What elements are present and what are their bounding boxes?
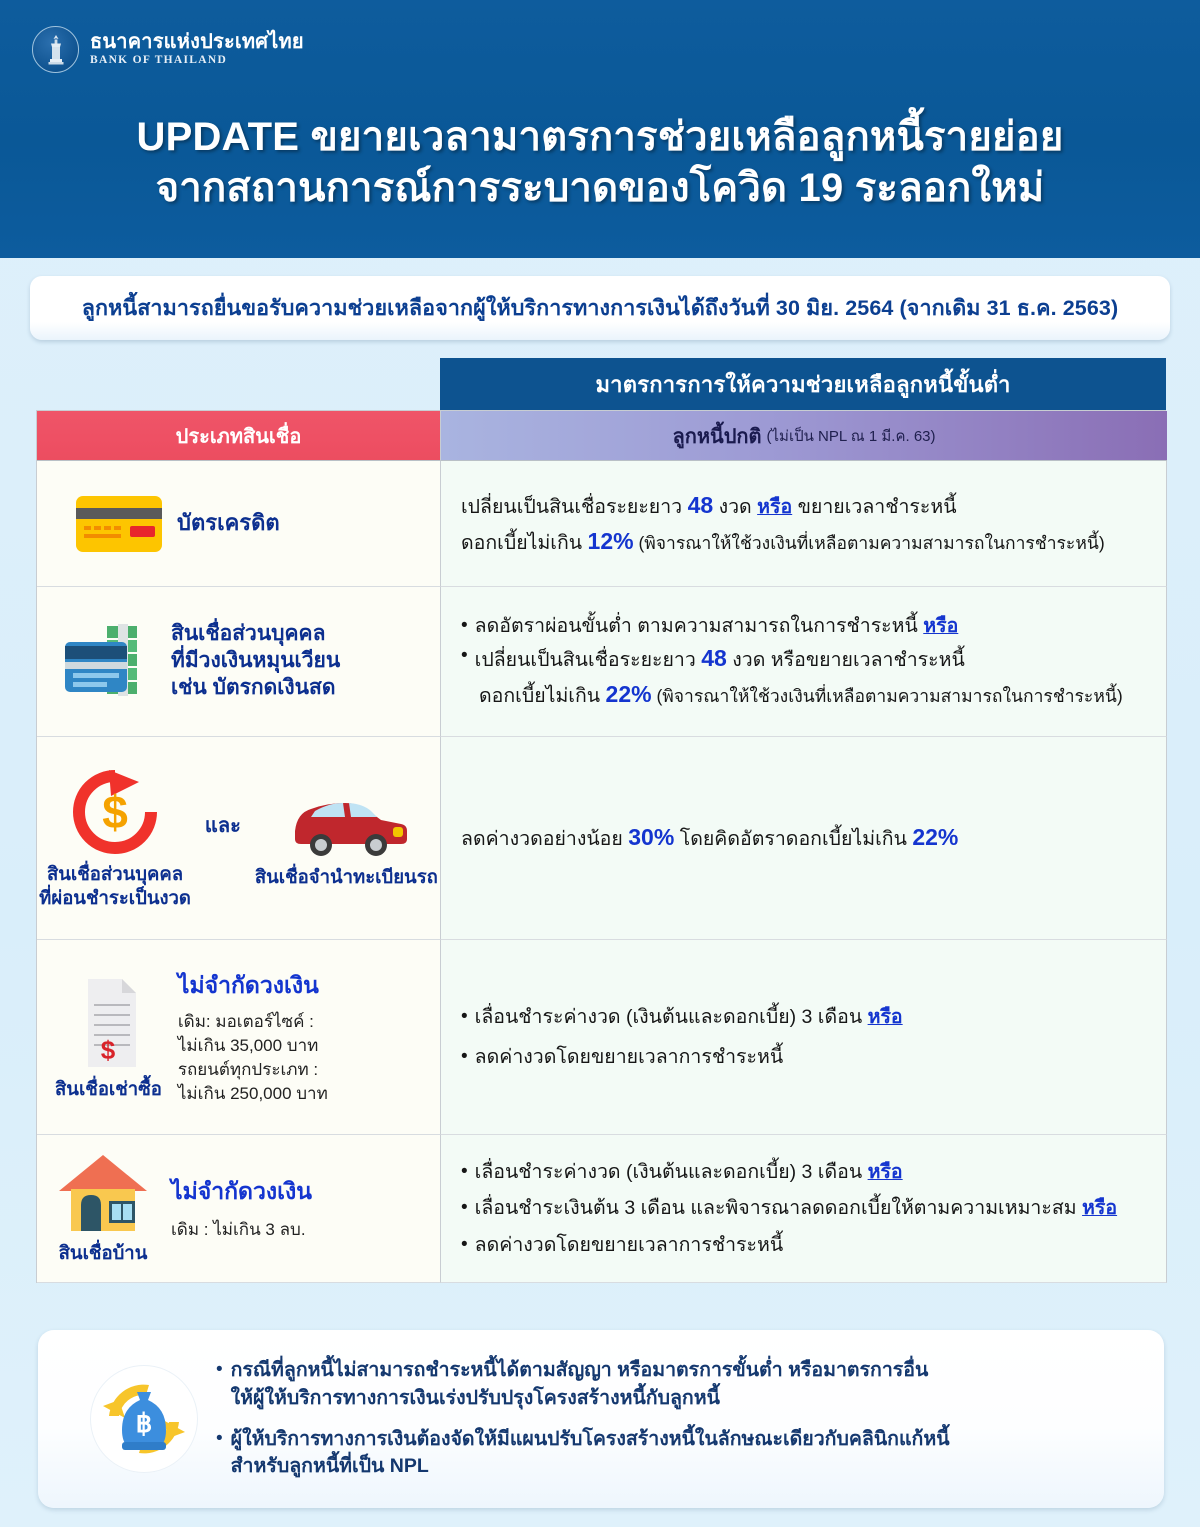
limit-note-line: ไม่เกิน 250,000 บาท (177, 1084, 328, 1104)
subitem-home-loan (55, 1151, 151, 1265)
limit-note-line: รถยนต์ทุกประเภท : (177, 1060, 319, 1079)
subitem-installment-loan (39, 766, 191, 910)
svg-text:$: $ (102, 785, 128, 838)
measure-line (461, 820, 1152, 856)
bot-logo (32, 26, 304, 73)
limit-note-line: ไม่เกิน 35,000 บาท (177, 1035, 319, 1055)
measure-line (461, 1042, 1152, 1072)
text: ลดอัตราผ่อนขั้นต่ำ ตามความสามารถในการชำระหนี้ (474, 614, 924, 637)
text: โดยคิดอัตราดอกเบี้ยไม่เกิน (674, 828, 913, 851)
text: ลดค่างวดโดยขยายเวลาการชำระหนี้ (474, 1233, 784, 1256)
table-row (37, 940, 441, 1135)
caption-line-2: ที่ผ่อนชำระเป็นงวด (39, 887, 191, 908)
bullet-icon: • (216, 1359, 223, 1381)
limit-headline: ไม่จำกัดวงเงิน (177, 971, 319, 998)
list-item (216, 1357, 950, 1412)
caption-hire-purchase: สินเชื่อเช่าซื้อ (55, 1077, 162, 1099)
caption-home-loan: สินเชื่อบ้าน (58, 1242, 148, 1264)
house-icon (55, 1151, 151, 1237)
right-super-header (440, 358, 1166, 410)
subtitle-text: ลูกหนี้สามารถยื่นขอรับความช่วยเหลือจากผู้ให้บริการทางการเงินได้ถึงวันที่ 30 มิย. 2564 (จากเดิม 31 ธ.ค. 2563) (81, 296, 1119, 320)
text: ดอกเบี้ยไม่เกิน (479, 684, 606, 707)
footer-text-line: ให้ผู้ให้บริการทางการเงินเร่งปรับปรุงโครงสร้างหนี้กับลูกหนี้ (230, 1386, 720, 1409)
text: เลื่อนชำระค่างวด (เงินต้นและดอกเบี้ย) 3 เดือน (474, 1161, 868, 1184)
money-bag-refresh-icon (90, 1365, 198, 1473)
text: ลดค่างวดโดยขยายเวลาการชำระหนี้ (474, 1046, 784, 1068)
measure-cell (441, 940, 1167, 1135)
measure-cell (441, 737, 1167, 940)
measure-line (461, 524, 1152, 560)
title-line-1: UPDATE ขยายเวลามาตรการช่วยเหลือลูกหนี้รายย่อย (136, 115, 1064, 159)
svg-text:$: $ (101, 1034, 116, 1065)
text: ขยายเวลาชำระหนี้ (792, 495, 957, 518)
measure-line (461, 1193, 1152, 1223)
limit-note-line: เดิม: มอเตอร์ไซค์ : (177, 1011, 314, 1031)
bullet-icon: • (461, 614, 468, 636)
row-label-line-2: ที่มีวงเงินหมุนเวียน (171, 649, 341, 673)
or-keyword: หรือ (1082, 1197, 1118, 1220)
measure-cell (441, 461, 1167, 587)
page-title (0, 112, 1200, 214)
normal-debtor-label: ลูกหนี้ปกติ (672, 425, 762, 448)
footer-bullet-list (216, 1357, 950, 1481)
value-highlight: 48 (701, 644, 727, 671)
text: เปลี่ยนเป็นสินเชื่อระยะยาว (474, 648, 702, 671)
text: เลื่อนชำระค่างวด (เงินต้นและดอกเบี้ย) 3 เดือน (474, 1005, 868, 1028)
footer-text-line: ผู้ให้บริการทางการเงินต้องจัดให้มีแผนปรับโครงสร้างหนี้ในลักษณะเดียวกับคลินิกแก้หนี้ (230, 1427, 950, 1450)
caption-line-1: สินเชื่อส่วนบุคคล (46, 862, 184, 884)
measure-line (461, 641, 1152, 677)
bullet-icon: • (461, 1005, 468, 1027)
money-bag-refresh-glyph (101, 1376, 187, 1462)
or-keyword: หรือ (867, 1005, 903, 1028)
bullet-icon: • (461, 1197, 468, 1219)
conjunction-label: และ (204, 815, 241, 837)
bullet-icon: • (461, 1046, 468, 1067)
or-keyword: หรือ (757, 495, 793, 518)
table-row (37, 1135, 441, 1283)
dollar-refresh-icon (69, 766, 161, 858)
text: ดอกเบี้ยไม่เกิน (461, 531, 588, 554)
measure-line (461, 611, 1152, 641)
measure-line (461, 1157, 1152, 1187)
text: ลดค่างวดอย่างน้อย (461, 828, 629, 851)
text: เปลี่ยนเป็นสินเชื่อระยะยาว (461, 495, 688, 518)
table-grid (36, 410, 1166, 1283)
normal-debtor-note: (ไม่เป็น NPL ณ 1 มี.ค. 63) (766, 427, 936, 445)
bullet-icon: • (461, 644, 468, 666)
bullet-icon: • (216, 1427, 223, 1449)
note-text: (พิจารณาให้ใช้วงเงินที่เหลือตามความสามารถในการชำระหนี้) (651, 685, 1123, 706)
red-car-icon (281, 787, 411, 861)
measure-cell (441, 1135, 1167, 1283)
footer-note-card (38, 1330, 1164, 1508)
table-row (37, 737, 441, 940)
measure-cell (441, 587, 1167, 737)
table-row (37, 461, 441, 587)
list-item (216, 1426, 950, 1481)
limit-headline: ไม่จำกัดวงเงิน (171, 1178, 312, 1205)
subitem-hire-purchase (55, 973, 162, 1101)
limit-note-line: เดิม : ไม่เกิน 3 ลบ. (171, 1220, 306, 1240)
text: งวด (726, 648, 771, 671)
subtitle-banner (30, 276, 1170, 340)
value-highlight: 12% (587, 527, 634, 554)
or-keyword: หรือ (867, 1161, 903, 1184)
right-super-header-label: มาตรการการให้ความช่วยเหลือลูกหนี้ขั้นต่ำ (595, 371, 1011, 397)
text: งวด (713, 495, 758, 518)
column-header-credit-type-label: ประเภทสินเชื่อ (175, 425, 302, 448)
bot-seal-icon (32, 26, 79, 73)
value-highlight: 30% (628, 824, 675, 851)
column-header-credit-type (37, 411, 441, 461)
text: เลื่อนชำระเงินต้น 3 เดือน และพิจารณาลดดอกเบี้ยให้ตามความเหมาะสม (474, 1197, 1083, 1220)
row-label-credit-card: บัตรเครดิต (177, 510, 280, 536)
measure-line (461, 488, 1152, 524)
caption-car-title-loan: สินเชื่อจำนำทะเบียนรถ (254, 865, 438, 887)
value-highlight: 22% (605, 680, 652, 707)
row-label-line-3: เช่น บัตรกดเงินสด (171, 675, 336, 699)
value-highlight: 22% (912, 824, 959, 851)
credit-card-icon (75, 495, 163, 553)
document-dollar-icon (70, 973, 146, 1073)
text: หรือขยายเวลาชำระหนี้ (770, 648, 965, 671)
bullet-icon: • (461, 1233, 468, 1255)
measure-line (461, 677, 1152, 713)
measure-line (461, 1230, 1152, 1260)
header-band (0, 0, 1200, 258)
measure-line (461, 1002, 1152, 1032)
brand-name-th: ธนาคารแห่งประเทศไทย (90, 31, 304, 54)
footer-text-line: กรณีที่ลูกหนี้ไม่สามารถชำระหนี้ได้ตามสัญญา หรือมาตรการขั้นต่ำ หรือมาตรการอื่น (230, 1359, 929, 1382)
table-row (37, 587, 441, 737)
svg-text:฿: ฿ (135, 1408, 153, 1438)
bullet-icon: • (461, 1161, 468, 1183)
brand-name-en: BANK OF THAILAND (90, 53, 228, 66)
bot-seal-figure-icon (45, 34, 67, 66)
column-header-normal-debtor (441, 411, 1167, 461)
value-highlight: 48 (687, 491, 714, 518)
title-line-2: จากสถานการณ์การระบาดของโควิด 19 ระลอกใหม่ (155, 166, 1045, 211)
or-keyword: หรือ (923, 614, 959, 637)
row-label-line-1: สินเชื่อส่วนบุคคล (171, 622, 326, 646)
footer-text-line: สำหรับลูกหนี้ที่เป็น NPL (230, 1455, 429, 1478)
card-and-cash-icon (61, 620, 159, 704)
note-text: (พิจารณาให้ใช้วงเงินที่เหลือตามความสามารถในการชำระหนี้) (633, 532, 1105, 553)
subitem-car-title-loan (255, 787, 438, 889)
